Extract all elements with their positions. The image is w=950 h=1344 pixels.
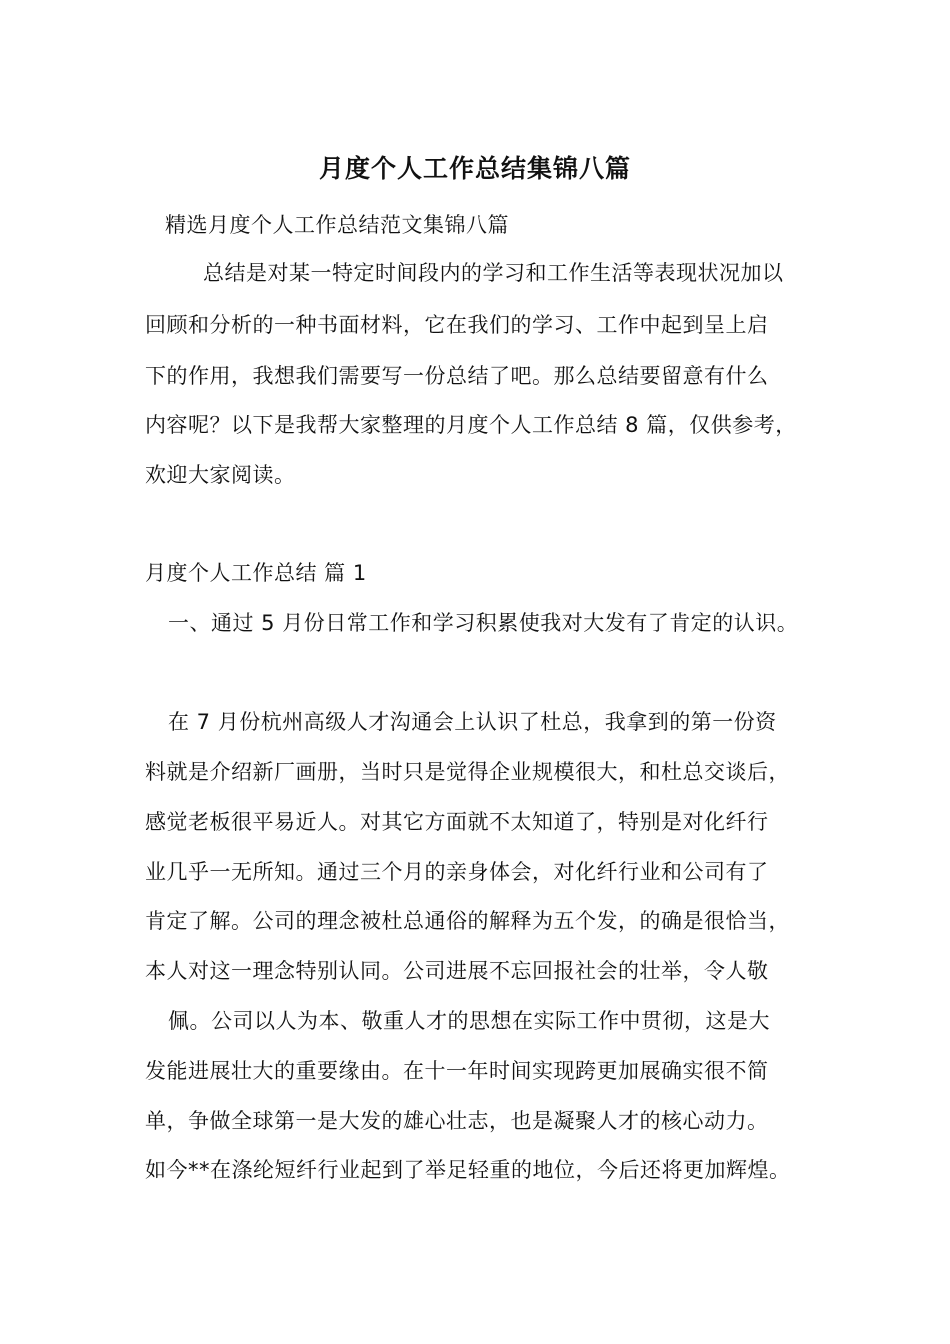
document-subtitle: 精选月度个人工作总结范文集锦八篇: [165, 213, 509, 237]
point-one: 一、通过 5 月份日常工作和学习积累使我对大发有了肯定的认识。: [168, 611, 799, 635]
intro-line: 下的作用，我想我们需要写一份总结了吧。那么总结要留意有什么: [145, 364, 769, 388]
body-line: 本人对这一理念特别认同。公司进展不忘回报社会的壮举，令人敬: [145, 959, 769, 983]
body-line: 单，争做全球第一是大发的雄心壮志，也是凝聚人才的核心动力。: [145, 1109, 769, 1133]
body-line: 肯定了解。公司的理念被杜总通俗的解释为五个发，的确是很恰当，: [145, 909, 790, 933]
body-line: 发能进展壮大的重要缘由。在十一年时间实现跨更加展确实很不简: [145, 1059, 769, 1083]
intro-line: 回顾和分析的一种书面材料，它在我们的学习、工作中起到呈上启: [145, 313, 769, 337]
body-line: 在 7 月份杭州高级人才沟通会上认识了杜总，我拿到的第一份资: [168, 710, 777, 734]
intro-line: 欢迎大家阅读。: [145, 463, 296, 487]
section-heading: 月度个人工作总结 篇 1: [145, 561, 367, 585]
body-line: 如今**在涤纶短纤行业起到了举足轻重的地位，今后还将更加辉煌。: [145, 1158, 791, 1182]
body-line: 料就是介绍新厂画册，当时只是觉得企业规模很大，和杜总交谈后，: [145, 760, 790, 784]
intro-line: 总结是对某一特定时间段内的学习和工作生活等表现状况加以: [203, 261, 784, 285]
body-line: 业几乎一无所知。通过三个月的亲身体会，对化纤行业和公司有了: [145, 860, 769, 884]
body-line: 感觉老板很平易近人。对其它方面就不太知道了，特别是对化纤行: [145, 810, 769, 834]
body-line: 佩。公司以人为本、敬重人才的思想在实际工作中贯彻，这是大: [168, 1009, 770, 1033]
intro-line: 内容呢？以下是我帮大家整理的月度个人工作总结 8 篇，仅供参考，: [145, 413, 797, 437]
document-title: 月度个人工作总结集锦八篇: [318, 154, 631, 183]
